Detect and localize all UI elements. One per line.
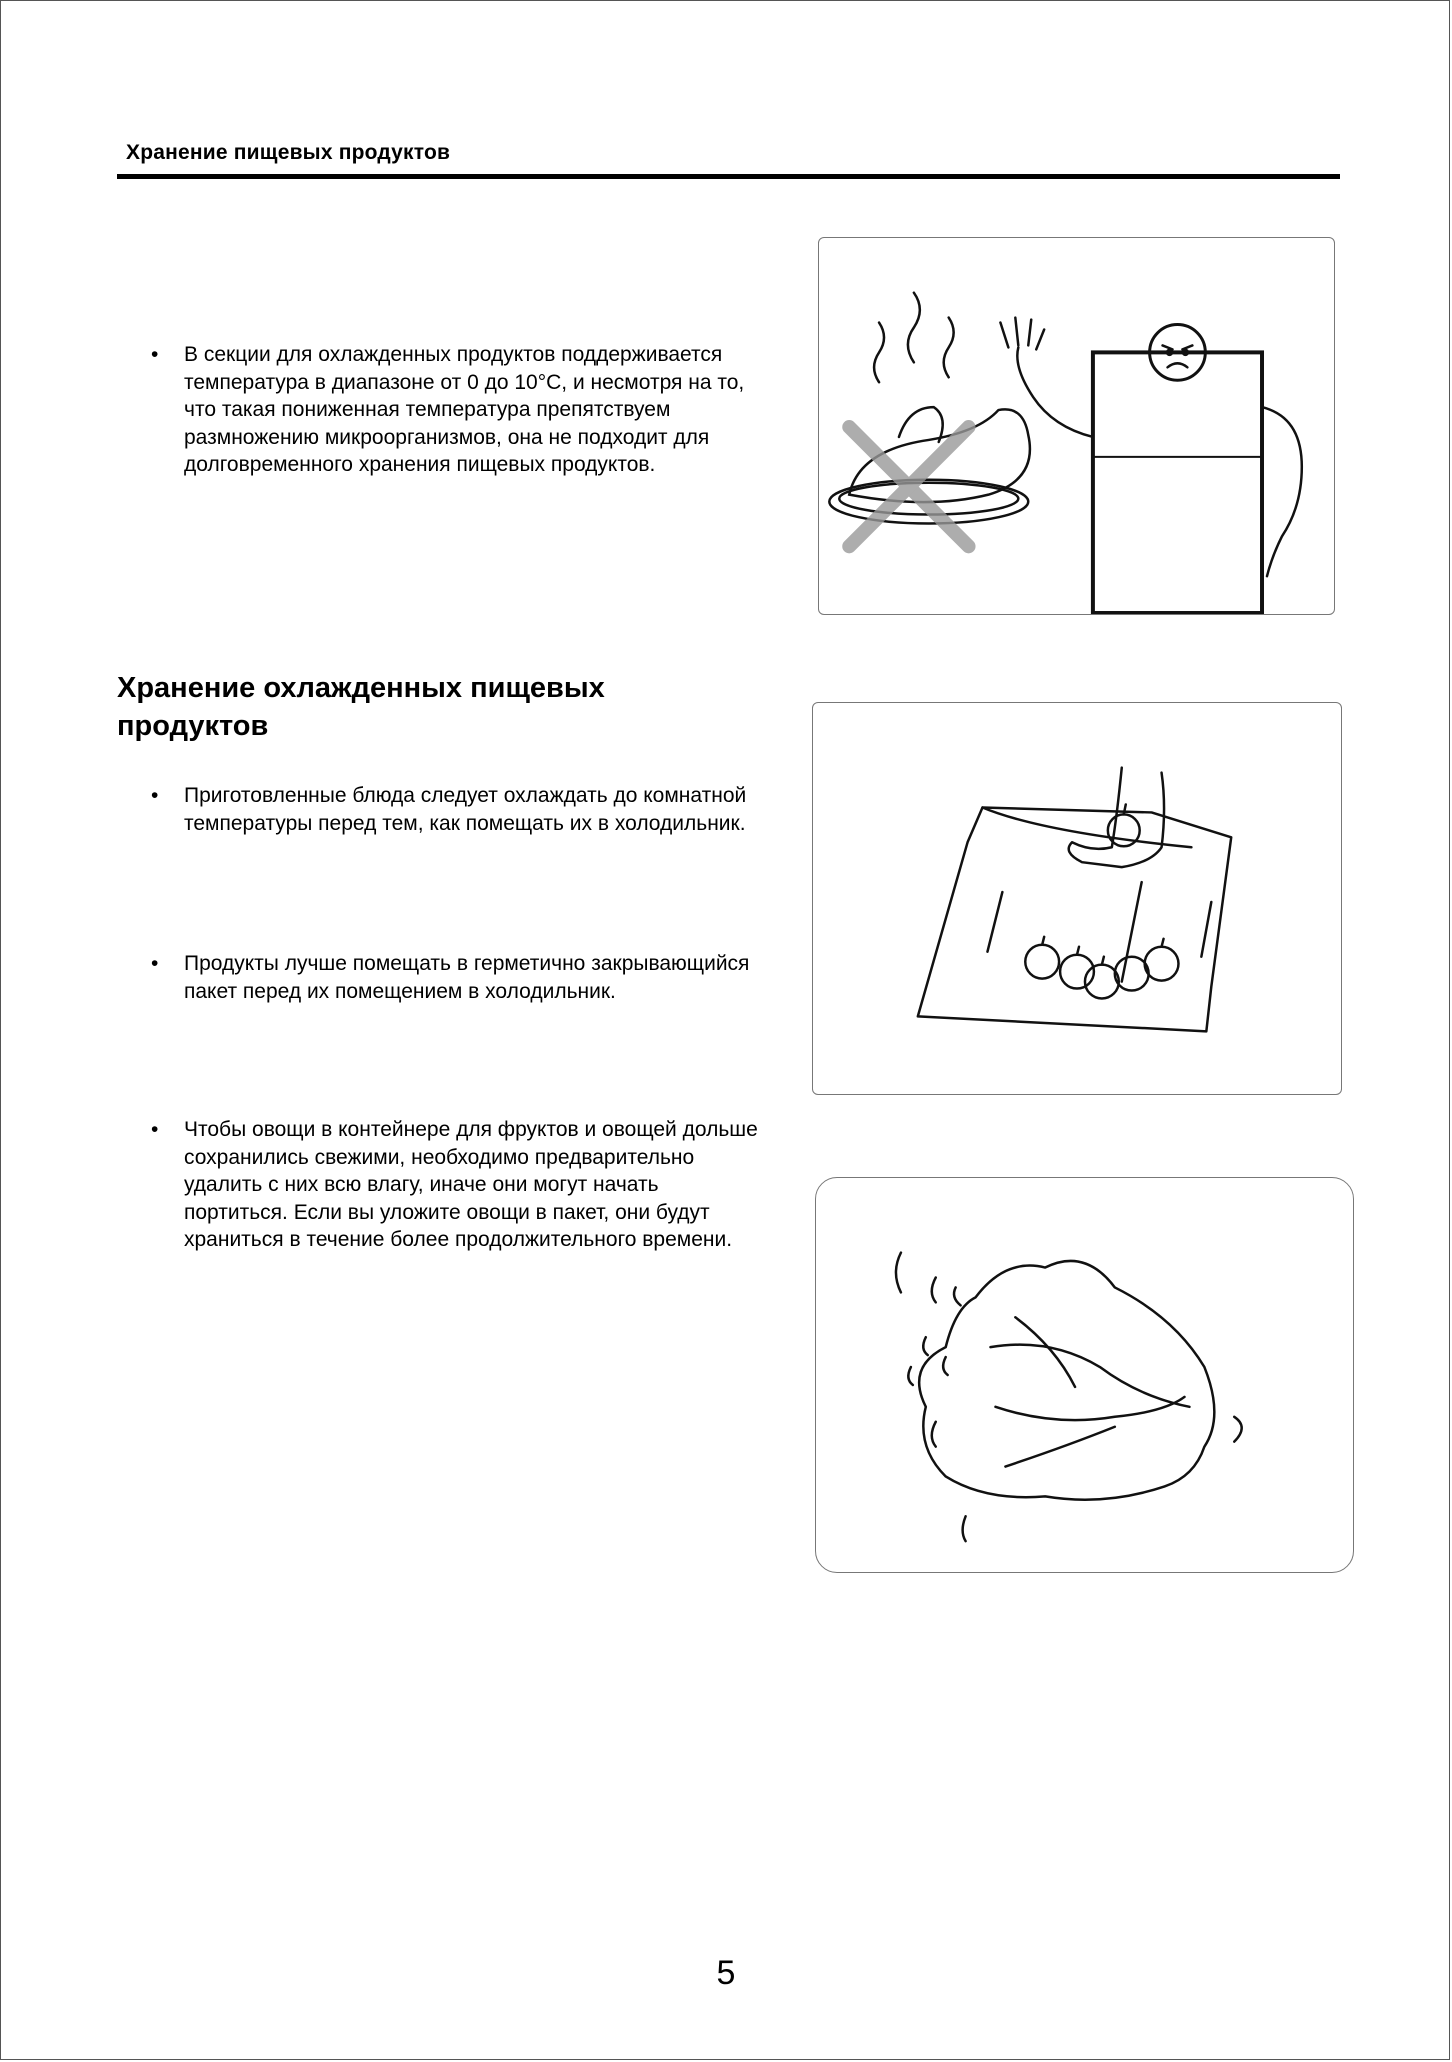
wet-lettuce-icon bbox=[816, 1178, 1353, 1572]
page-number: 5 bbox=[716, 1954, 736, 1992]
intro-bullet-text: В секции для охлажденных продуктов поддерживается температура в диапазоне от 0 до 10°C, и несмотря на то, что такая пониженная температура препятствуем размножению микроорганизмов, она не подходит для долговременного хранения пищевых продуктов. bbox=[184, 343, 745, 476]
vegetables-bullet-text: Чтобы овощи в контейнере для фруктов и овощей дольше сохранились свежими, необходимо предварительно удалить с них всю влагу, иначе они могут начать портиться. Если вы уложите овощи в пакет, они будут храниться в течение более продолжительного времени. bbox=[184, 1118, 758, 1251]
bullet-dot: • bbox=[151, 343, 159, 366]
bullet-dot: • bbox=[151, 784, 159, 807]
cooled-food-bullet-text: Приготовленные блюда следует охлаждать до комнатной температуры перед тем, как помещать их в холодильник. bbox=[184, 784, 747, 835]
hot-food-refrigerator-figure bbox=[818, 237, 1335, 615]
hot-food-refrigerator-icon bbox=[819, 238, 1334, 614]
section-heading: Хранение охлажденных пищевых продуктов bbox=[117, 672, 605, 742]
apples-in-bag-figure bbox=[812, 702, 1342, 1095]
apples-in-bag-icon bbox=[813, 703, 1341, 1094]
bullet-dot: • bbox=[151, 1118, 159, 1141]
bullet-dot: • bbox=[151, 952, 159, 975]
cooled-food-bullet bbox=[151, 782, 764, 837]
page-header-title: Хранение пищевых продуктов bbox=[126, 141, 451, 164]
vegetables-bullet bbox=[151, 1116, 764, 1254]
sealed-bag-bullet bbox=[151, 950, 764, 1005]
sealed-bag-bullet-text: Продукты лучше помещать в герметично закрывающийся пакет перед их помещением в холодильник. bbox=[184, 952, 750, 1003]
header-rule bbox=[117, 174, 1340, 179]
intro-bullet bbox=[151, 341, 764, 479]
wet-lettuce-figure bbox=[815, 1177, 1354, 1573]
